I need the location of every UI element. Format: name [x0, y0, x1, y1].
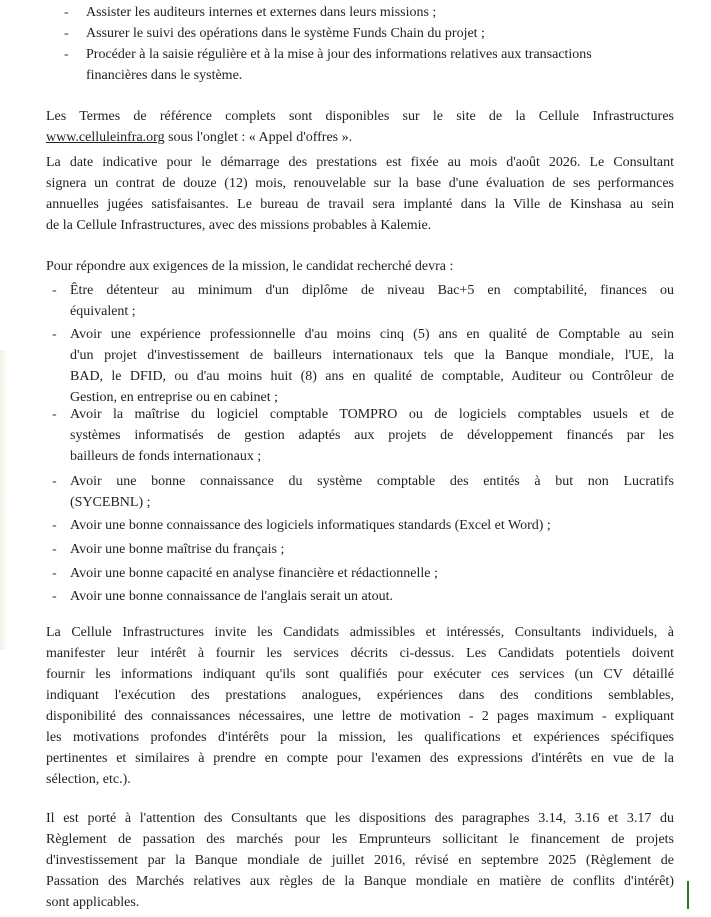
invite-line-4: indiquant l'exécution des prestations analogues, expériences dans des conditions semblables, — [46, 688, 674, 703]
req-6-line-1: Avoir une bonne maîtrise du français ; — [70, 542, 285, 557]
intro-bullet-3-cont: financières dans le système. — [86, 68, 243, 83]
date-line-3: annuelles jugées satisfaisantes. Le bureau de travail sera implanté dans la Ville de Kinshasa au sein — [46, 197, 674, 212]
date-line-2: signera un contrat de douze (12) mois, renouvelable sur la base d'une évaluation de ses performances — [46, 176, 674, 191]
invite-line-7: pertinentes et similaires à prendre en compte pour l'examen des expressions d'intérêts en vue de la — [46, 751, 674, 766]
invite-line-8: sélection, etc.). — [46, 772, 131, 787]
req-2-line-2: d'un projet d'investissement de bailleurs internationaux tels que la Banque mondiale, l'UE, la — [70, 348, 674, 363]
date-line-1: La date indicative pour le démarrage des prestations est fixée au mois d'août 2026. Le Consultant — [46, 155, 674, 170]
req-5-line-1: Avoir une bonne connaissance des logiciels informatiques standards (Excel et Word) ; — [70, 518, 551, 533]
rules-line-3: d'investissement par la Banque mondiale de juillet 2016, révisé en septembre 2025 (Règlement de — [46, 853, 674, 868]
bullet-marker: - — [52, 518, 57, 533]
bullet-marker: - — [64, 47, 69, 62]
req-8-line-1: Avoir une bonne connaissance de l'anglais serait un atout. — [70, 589, 393, 604]
date-line-4: de la Cellule Infrastructures, avec des missions probables à Kalemie. — [46, 218, 432, 233]
bullet-marker: - — [52, 283, 57, 298]
req-7-line-1: Avoir une bonne capacité en analyse financière et rédactionnelle ; — [70, 566, 438, 581]
invite-line-2: manifester leur intérêt à fournir les services décrits ci-dessus. Les Candidats potentiels doivent — [46, 646, 674, 661]
terms-line-2 — [46, 127, 352, 148]
req-4-line-1: Avoir une bonne connaissance du système comptable des entités à but non Lucratifs — [70, 474, 674, 489]
rules-line-2: Règlement de passation des marchés pour les Emprunteurs sollicitant le financement de projets — [46, 832, 674, 847]
bullet-marker: - — [64, 26, 69, 41]
invite-line-1: La Cellule Infrastructures invite les Candidats admissibles et intéressés, Consultants individuels, à — [46, 625, 674, 640]
bullet-marker: - — [52, 474, 57, 489]
rules-line-4: Passation des Marchés relatives aux règles de la Banque mondiale en matière de conflits d'intérêt) — [46, 874, 674, 889]
invite-line-3: fournir les informations indiquant qu'ils sont qualifiés pour exécuter ces services (un CV détaillé — [46, 667, 674, 682]
intro-bullet-2: Assurer le suivi des opérations dans le système Funds Chain du projet ; — [86, 26, 485, 41]
bullet-marker: - — [52, 407, 57, 422]
bullet-marker: - — [52, 589, 57, 604]
intro-bullet-1: Assister les auditeurs internes et externes dans leurs missions ; — [86, 5, 437, 20]
requirements-intro: Pour répondre aux exigences de la mission, le candidat recherché devra : — [46, 259, 454, 274]
rules-line-1: Il est porté à l'attention des Consultants que les dispositions des paragraphes 3.14, 3.16 et 3.17 du — [46, 811, 674, 826]
req-3-line-2: systèmes informatisés de gestion adaptés aux projets de développement financés par les — [70, 428, 674, 443]
req-1-line-1: Être détenteur au minimum d'un diplôme de niveau Bac+5 en comptabilité, finances ou — [70, 283, 674, 298]
req-3-line-1: Avoir la maîtrise du logiciel comptable TOMPRO ou de logiciels comptables usuels et de — [70, 407, 674, 422]
req-4-line-2: (SYCEBNL) ; — [70, 495, 151, 510]
invite-line-6: les motivations profondes d'intérêts pour la mission, les qualifications et expériences spécifiques — [46, 730, 674, 745]
bullet-marker: - — [52, 542, 57, 557]
bullet-marker: - — [52, 566, 57, 581]
terms-line-1: Les Termes de référence complets sont disponibles sur le site de la Cellule Infrastructures — [46, 109, 674, 124]
terms-line-2-rest: sous l'onglet : « Appel d'offres ». — [164, 130, 353, 145]
invite-line-5: disponibilité des connaissances nécessaires, une lettre de motivation - 2 pages maximum - expliquant — [46, 709, 674, 724]
bullet-marker: - — [52, 327, 57, 342]
website-link[interactable]: www.celluleinfra.org — [46, 130, 165, 145]
intro-bullet-3: Procéder à la saisie régulière et à la mise à jour des informations relatives aux transactions — [86, 47, 592, 62]
req-2-line-1: Avoir une expérience professionnelle d'au moins cinq (5) ans en qualité de Comptable au sein — [70, 327, 674, 342]
scan-edge-shadow — [0, 350, 8, 650]
req-2-line-3: BAD, le DFID, ou d'au moins huit (8) ans en qualité de comptable, Auditeur ou Contrôleur de — [70, 369, 674, 384]
rules-line-5: sont applicables. — [46, 895, 140, 910]
req-3-line-3: bailleurs de fonds internationaux ; — [70, 449, 262, 464]
req-1-line-2: équivalent ; — [70, 304, 136, 319]
req-2-line-4: Gestion, en entreprise ou en cabinet ; — [70, 390, 278, 405]
margin-pen-mark — [687, 881, 689, 909]
bullet-marker: - — [64, 5, 69, 20]
